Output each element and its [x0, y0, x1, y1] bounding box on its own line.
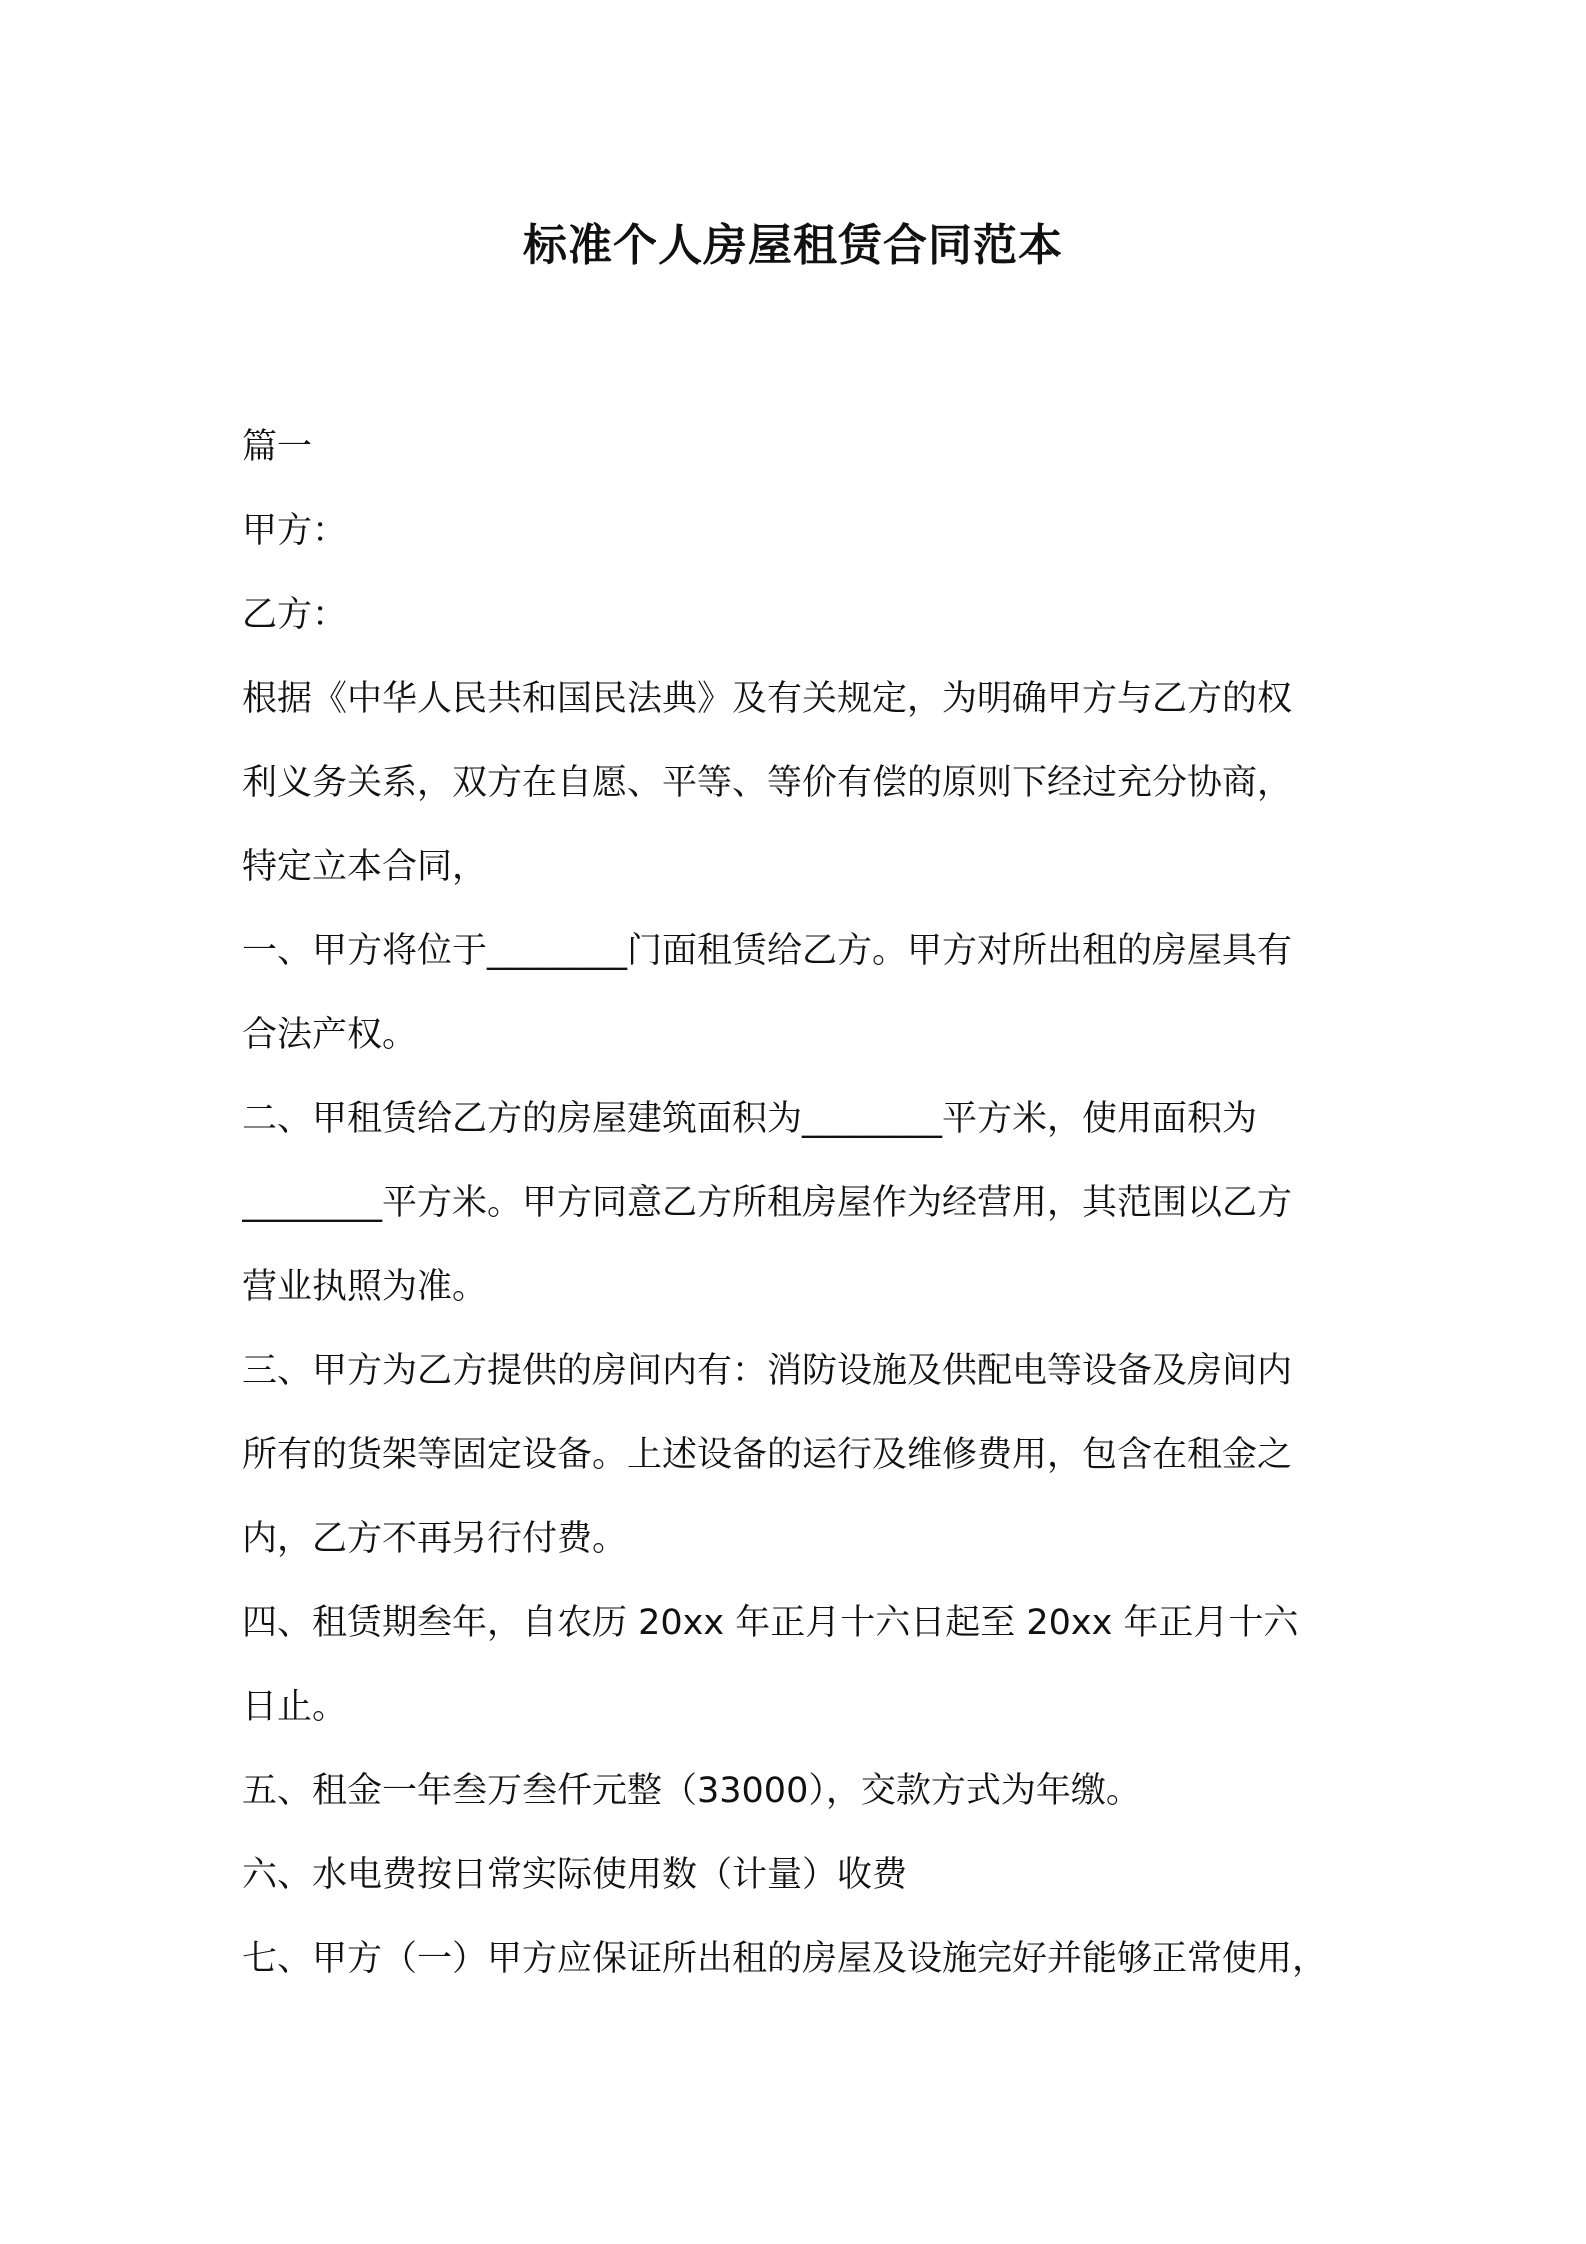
- party-b-line: 乙方：: [242, 595, 348, 635]
- document-body: [242, 405, 1352, 2001]
- clause-5-line: 五、租金一年叁万叁仟元整（33000），交款方式为年缴。: [242, 1771, 1141, 1811]
- clause-2-line: 二、甲租赁给乙方的房屋建筑面积为________平方米，使用面积为: [242, 1099, 1258, 1139]
- document-title: 标准个人房屋租赁合同范本: [523, 220, 1063, 271]
- clause-1-line: 一、甲方将位于________门面租赁给乙方。甲方对所出租的房屋具有: [242, 931, 1293, 971]
- clause-6-line: 六、水电费按日常实际使用数（计量）收费: [242, 1855, 908, 1895]
- clause-2-line: ________平方米。甲方同意乙方所租房屋作为经营用，其范围以乙方: [242, 1183, 1293, 1223]
- paragraph-line: 利义务关系，双方在自愿、平等、等价有偿的原则下经过充分协商，: [242, 763, 1293, 803]
- clause-4-line: 日止。: [242, 1687, 348, 1727]
- clause-1-line: 合法产权。: [242, 1015, 418, 1055]
- clause-4-line: 四、租赁期叁年，自农历 20xx 年正月十六日起至 20xx 年正月十六: [242, 1603, 1299, 1643]
- clause-3-line: 内，乙方不再另行付费。: [242, 1519, 628, 1559]
- paragraph-line: 特定立本合同，: [242, 847, 488, 887]
- clause-7-line: 七、甲方（一）甲方应保证所出租的房屋及设施完好并能够正常使用，: [242, 1939, 1328, 1979]
- clause-2-line: 营业执照为准。: [242, 1267, 488, 1307]
- clause-3-line: 三、甲方为乙方提供的房间内有：消防设施及供配电等设备及房间内: [242, 1351, 1293, 1391]
- paragraph-line: 根据《中华人民共和国民法典》及有关规定，为明确甲方与乙方的权: [242, 679, 1293, 719]
- party-a-line: 甲方：: [242, 511, 348, 551]
- section-heading: 篇一: [242, 427, 313, 467]
- clause-3-line: 所有的货架等固定设备。上述设备的运行及维修费用，包含在租金之: [242, 1435, 1293, 1475]
